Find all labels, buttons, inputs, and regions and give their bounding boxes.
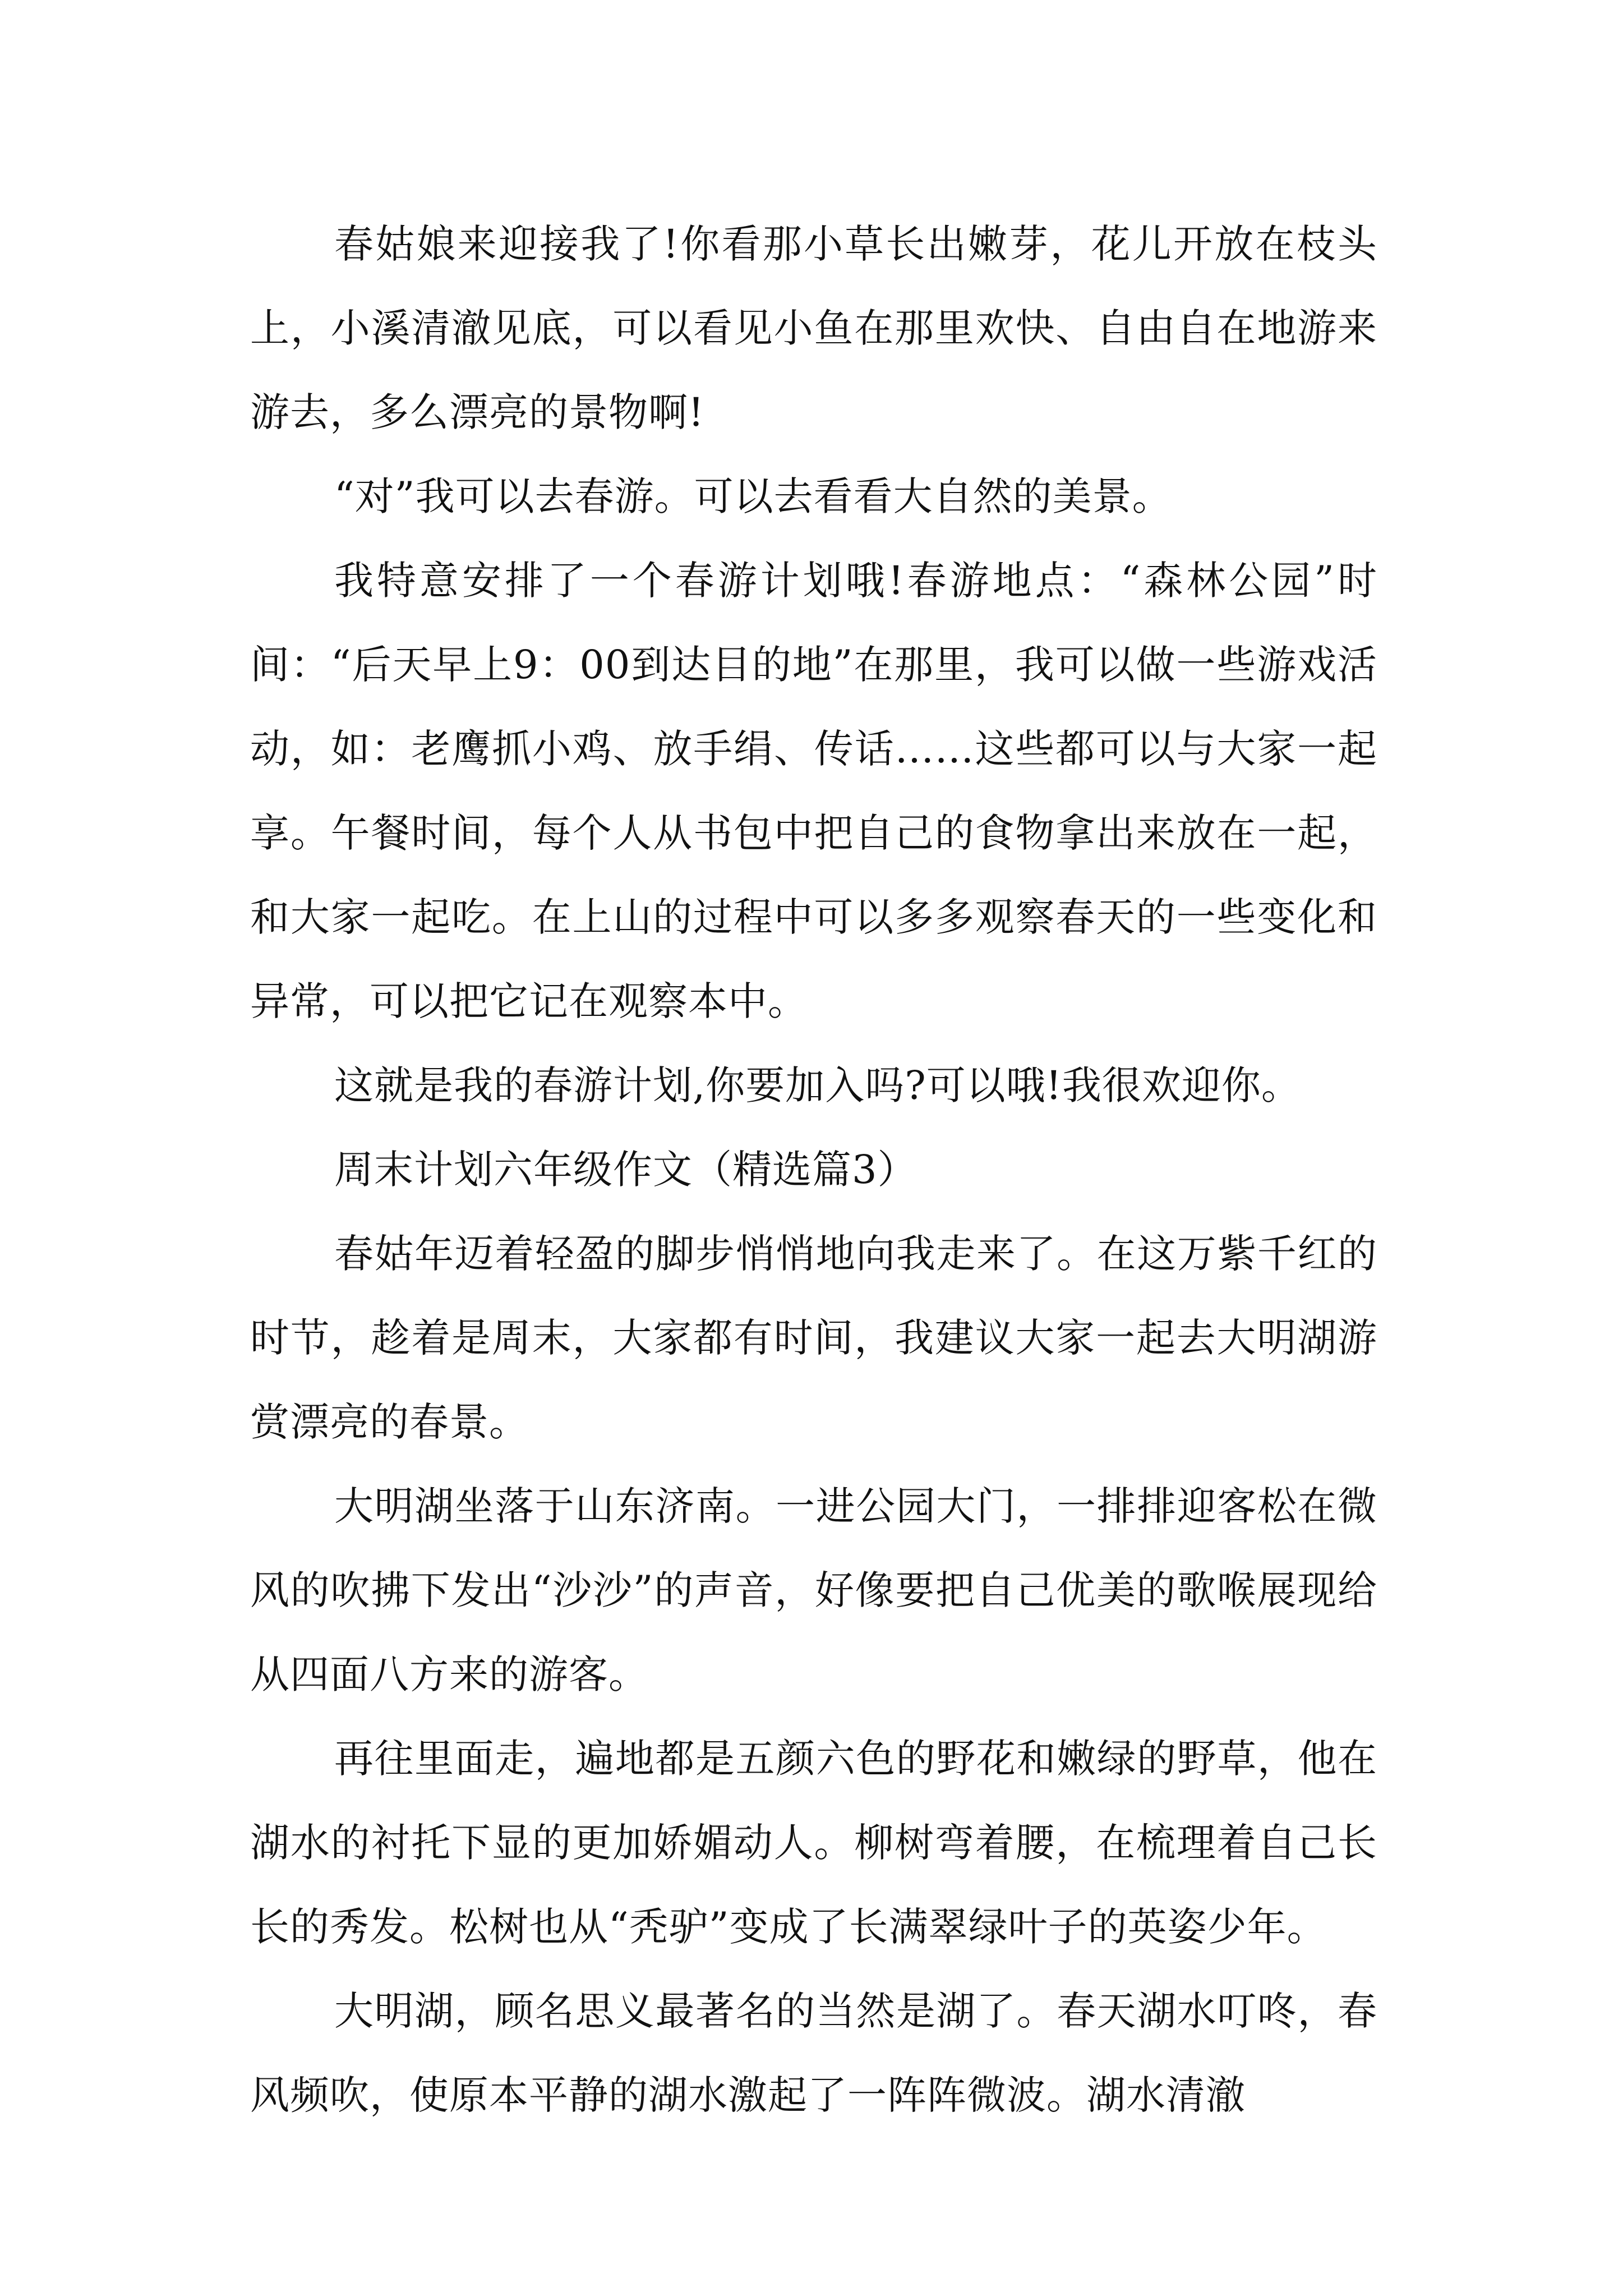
section-heading: 周末计划六年级作文（精选篇3） (334, 1147, 917, 1193)
paragraph: 大明湖坐落于山东济南。一进公园大门，一排排迎客松在微风的吹拂下发出“沙沙”的声音，好像要把自己优美的歌喉展现给从四面八方来的游客。 (250, 1483, 1377, 1697)
paragraph: 这就是我的春游计划,你要加入吗?可以哦!我很欢迎你。 (334, 1062, 1301, 1108)
paragraph: 我特意安排了一个春游计划哦!春游地点：“森林公园”时间：“后天早上9：00到达目的地”在那里，我可以做一些游戏活动，如：老鹰抓小鸡、放手绢、传话……这些都可以与大家一起享。午餐时间，每个人从书包中把自己的食物拿出来放在一起，和大家一起吃。在上山的过程中可以多多观察春天的一些变化和异常，可以把它记在观察本中。 (250, 558, 1377, 1024)
paragraph: 再往里面走，遍地都是五颜六色的野花和嫩绿的野草，他在湖水的衬托下显的更加娇媚动人。柳树弯着腰，在梳理着自己长长的秀发。松树也从“秃驴”变成了长满翠绿叶子的英姿少年。 (250, 1736, 1377, 1950)
document-body (250, 202, 1377, 2137)
paragraph: “对”我可以去春游。可以去看看大自然的美景。 (334, 473, 1172, 519)
paragraph: 春姑娘来迎接我了!你看那小草长出嫩芽，花儿开放在枝头上，小溪清澈见底，可以看见小鱼在那里欢快、自由自在地游来游去，多么漂亮的景物啊! (250, 221, 1377, 435)
paragraph: 春姑年迈着轻盈的脚步悄悄地向我走来了。在这万紫千红的时节，趁着是周末，大家都有时间，我建议大家一起去大明湖游赏漂亮的春景。 (250, 1231, 1377, 1445)
paragraph: 大明湖，顾名思义最著名的当然是湖了。春天湖水叮咚，春风频吹，使原本平静的湖水激起了一阵阵微波。湖水清澈 (250, 1988, 1377, 2118)
